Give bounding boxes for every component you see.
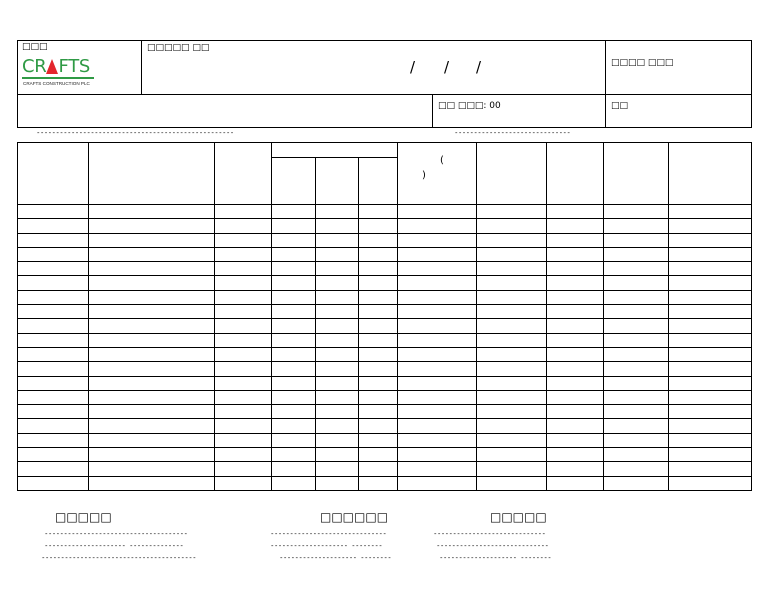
table-cell (604, 448, 669, 462)
logo-cell-label: □□□ (22, 42, 48, 52)
table-cell (398, 376, 477, 390)
table-cell (477, 205, 547, 219)
table-cell (89, 476, 215, 490)
table-cell (316, 476, 359, 490)
table-cell (89, 433, 215, 447)
table-row (18, 319, 752, 333)
table-cell (316, 419, 359, 433)
paren-close: ) (422, 170, 426, 181)
table-cell (215, 362, 272, 376)
table-cell (18, 305, 89, 319)
table-cell (547, 347, 604, 361)
table-cell (316, 205, 359, 219)
table-cell (359, 205, 398, 219)
table-header (18, 143, 752, 205)
table-cell (604, 290, 669, 304)
table-row (18, 405, 752, 419)
table-cell (398, 319, 477, 333)
column-header-8 (477, 143, 547, 205)
table-cell (89, 233, 215, 247)
table-cell (215, 347, 272, 361)
table-cell (272, 333, 316, 347)
table-cell (547, 376, 604, 390)
footer-3-line-1: ----------------------------- (434, 530, 547, 538)
column-subheader-1 (272, 158, 316, 205)
table-cell (398, 290, 477, 304)
table-cell (669, 205, 752, 219)
footer-1-line-3: ---------------------------------------- (42, 554, 198, 562)
table-cell (215, 433, 272, 447)
table-cell (272, 233, 316, 247)
table-cell (89, 462, 215, 476)
table-cell (316, 347, 359, 361)
table-row (18, 333, 752, 347)
table-cell (359, 247, 398, 261)
footer-3-line-3: -------------------- -------- (440, 554, 553, 562)
table-cell (18, 233, 89, 247)
table-cell (272, 433, 316, 447)
table-cell (18, 390, 89, 404)
table-cell (398, 347, 477, 361)
table-cell (547, 262, 604, 276)
table-cell (89, 376, 215, 390)
table-cell (89, 290, 215, 304)
table-cell (547, 219, 604, 233)
table-cell (18, 347, 89, 361)
footer-1-line-2: --------------------- -------------- (45, 542, 185, 550)
table-row (18, 433, 752, 447)
table-cell (316, 448, 359, 462)
table-cell (398, 419, 477, 433)
table-cell (604, 433, 669, 447)
table-cell (272, 347, 316, 361)
table-cell (398, 476, 477, 490)
logo-triangle-icon (46, 59, 58, 74)
table-row (18, 305, 752, 319)
dashed-rule-right: ------------------------------ (455, 129, 572, 137)
header-vline-right (605, 40, 606, 127)
table-cell (215, 390, 272, 404)
table-cell (272, 362, 316, 376)
table-cell (477, 362, 547, 376)
table-cell (547, 319, 604, 333)
table-cell (669, 347, 752, 361)
logo-tagline: CRAFTS CONSTRUCTION PLC (23, 81, 90, 86)
table-row (18, 276, 752, 290)
footer-2-line-1: ------------------------------ (271, 530, 388, 538)
table-cell (18, 433, 89, 447)
table-cell (316, 290, 359, 304)
table-cell (398, 390, 477, 404)
table-cell (398, 276, 477, 290)
table-cell (669, 233, 752, 247)
table-cell (272, 376, 316, 390)
table-cell (359, 476, 398, 490)
logo-underline (22, 77, 94, 79)
table-cell (477, 233, 547, 247)
header-box (17, 40, 752, 128)
footer-2-line-2: -------------------- -------- (271, 542, 384, 550)
table-cell (398, 462, 477, 476)
table-cell (669, 247, 752, 261)
table-row (18, 347, 752, 361)
table-cell (89, 448, 215, 462)
table-cell (89, 362, 215, 376)
table-cell (669, 362, 752, 376)
table-row (18, 462, 752, 476)
table-cell (215, 205, 272, 219)
table-cell (604, 305, 669, 319)
table-cell (359, 290, 398, 304)
table-cell (272, 276, 316, 290)
table-cell (316, 262, 359, 276)
table-cell (669, 219, 752, 233)
column-group-header (272, 143, 398, 158)
table-cell (316, 362, 359, 376)
table-row (18, 419, 752, 433)
table-cell (215, 219, 272, 233)
table-cell (398, 205, 477, 219)
table-cell (669, 333, 752, 347)
table-cell (547, 433, 604, 447)
table-cell (18, 462, 89, 476)
table-cell (89, 305, 215, 319)
table-cell (604, 205, 669, 219)
footer-2-line-3: -------------------- -------- (280, 554, 393, 562)
table-cell (272, 205, 316, 219)
footer-1-line-1: ------------------------------------- (45, 530, 189, 538)
table-cell (477, 433, 547, 447)
table-cell (316, 462, 359, 476)
header-divider (17, 94, 751, 95)
table-cell (669, 433, 752, 447)
table-cell (359, 219, 398, 233)
table-cell (89, 262, 215, 276)
dashed-rule-left: --------------------------------------------------- (37, 129, 235, 137)
table-cell (272, 405, 316, 419)
table-cell (89, 219, 215, 233)
table-cell (359, 376, 398, 390)
table-cell (477, 390, 547, 404)
table-cell (18, 376, 89, 390)
column-header-11 (669, 143, 752, 205)
table-cell (215, 333, 272, 347)
table-cell (604, 333, 669, 347)
table-cell (215, 462, 272, 476)
table-cell (215, 319, 272, 333)
table-cell (604, 262, 669, 276)
table-cell (89, 247, 215, 261)
table-cell (477, 247, 547, 261)
table-row (18, 262, 752, 276)
table-cell (477, 347, 547, 361)
footer-title-2: □□□□□□ (320, 510, 389, 524)
table-cell (316, 233, 359, 247)
table-cell (477, 276, 547, 290)
table-row (18, 376, 752, 390)
table-cell (18, 362, 89, 376)
table-cell (89, 390, 215, 404)
footer-3-line-2: ----------------------------- (437, 542, 550, 550)
table-cell (272, 448, 316, 462)
table-cell (18, 319, 89, 333)
table-cell (18, 448, 89, 462)
table-cell (272, 219, 316, 233)
table-row (18, 362, 752, 376)
table-cell (18, 419, 89, 433)
table-cell (272, 247, 316, 261)
table-cell (604, 319, 669, 333)
column-header-3 (215, 143, 272, 205)
table-row (18, 205, 752, 219)
table-cell (359, 433, 398, 447)
table-cell (547, 405, 604, 419)
table-cell (547, 205, 604, 219)
table-cell (18, 333, 89, 347)
table-cell (316, 333, 359, 347)
table-cell (215, 419, 272, 433)
table-cell (398, 262, 477, 276)
table-cell (272, 476, 316, 490)
column-header-2 (89, 143, 215, 205)
table-cell (316, 433, 359, 447)
table-cell (398, 448, 477, 462)
table-cell (359, 262, 398, 276)
table-cell (398, 247, 477, 261)
table-cell (18, 290, 89, 304)
table-cell (669, 476, 752, 490)
table-cell (215, 247, 272, 261)
table-cell (398, 333, 477, 347)
table-cell (669, 305, 752, 319)
header-vline-logo (141, 40, 142, 94)
table-row (18, 448, 752, 462)
table-cell (398, 219, 477, 233)
table-cell (359, 333, 398, 347)
table-cell (477, 462, 547, 476)
column-header-1 (18, 143, 89, 205)
table-cell (398, 362, 477, 376)
table-cell (604, 405, 669, 419)
table-cell (547, 476, 604, 490)
table-cell (669, 448, 752, 462)
table-row (18, 476, 752, 490)
table-cell (669, 319, 752, 333)
table-cell (669, 419, 752, 433)
table-cell (547, 290, 604, 304)
table-row (18, 390, 752, 404)
table-cell (89, 319, 215, 333)
right-label: □□□□ □□□ (611, 58, 674, 68)
table-cell (398, 305, 477, 319)
table-cell (215, 305, 272, 319)
table-cell (316, 390, 359, 404)
table-cell (547, 462, 604, 476)
table-cell (359, 305, 398, 319)
table-cell (272, 319, 316, 333)
table-cell (359, 448, 398, 462)
table-cell (669, 462, 752, 476)
table-cell (272, 462, 316, 476)
table-cell (669, 276, 752, 290)
footer-title-1: □□□□□ (55, 510, 112, 524)
table-cell (669, 290, 752, 304)
table-row (18, 247, 752, 261)
table-cell (18, 205, 89, 219)
table-cell (604, 247, 669, 261)
date-separator-3: / (476, 58, 482, 76)
table-cell (604, 390, 669, 404)
table-row (18, 290, 752, 304)
table-cell (89, 205, 215, 219)
table-cell (89, 333, 215, 347)
table-cell (359, 276, 398, 290)
column-header-7 (398, 143, 477, 205)
table-cell (316, 319, 359, 333)
table-cell (316, 376, 359, 390)
table-row (18, 233, 752, 247)
date-separator-1: / (410, 58, 416, 76)
table-cell (272, 290, 316, 304)
table-cell (547, 305, 604, 319)
table-cell (669, 376, 752, 390)
table-cell (215, 376, 272, 390)
table-cell (477, 262, 547, 276)
table-cell (477, 333, 547, 347)
table-cell (215, 262, 272, 276)
column-header-9 (547, 143, 604, 205)
table-cell (89, 419, 215, 433)
table-cell (477, 448, 547, 462)
table-cell (604, 419, 669, 433)
table-cell (272, 390, 316, 404)
table-cell (604, 476, 669, 490)
table-cell (359, 319, 398, 333)
table-cell (604, 233, 669, 247)
header-vline-number (432, 94, 433, 127)
table-cell (547, 448, 604, 462)
table-cell (669, 262, 752, 276)
table-cell (215, 448, 272, 462)
table-cell (316, 276, 359, 290)
table-cell (316, 405, 359, 419)
table-cell (359, 233, 398, 247)
table-cell (89, 347, 215, 361)
table-cell (669, 390, 752, 404)
table-cell (316, 219, 359, 233)
table-cell (547, 390, 604, 404)
table-body (18, 205, 752, 491)
table-cell (359, 462, 398, 476)
table-cell (477, 290, 547, 304)
table-cell (18, 476, 89, 490)
table-cell (477, 219, 547, 233)
table-cell (604, 462, 669, 476)
right-bottom-label: □□ (611, 101, 629, 111)
table-cell (359, 362, 398, 376)
table-cell (89, 276, 215, 290)
column-subheader-2 (316, 158, 359, 205)
table-cell (604, 362, 669, 376)
table-cell (477, 476, 547, 490)
table-cell (477, 419, 547, 433)
date-separator-2: / (444, 58, 450, 76)
number-label: □□ □□□: 00 (438, 101, 501, 111)
table-cell (604, 219, 669, 233)
main-table (17, 142, 752, 491)
column-subheader-3 (359, 158, 398, 205)
table-cell (272, 262, 316, 276)
table-cell (477, 376, 547, 390)
table-cell (477, 319, 547, 333)
table-cell (215, 290, 272, 304)
paren-open: ( (440, 155, 444, 166)
table-cell (477, 305, 547, 319)
table-cell (398, 433, 477, 447)
table-cell (18, 262, 89, 276)
table-cell (316, 305, 359, 319)
table-cell (669, 405, 752, 419)
table-cell (547, 362, 604, 376)
table-cell (215, 233, 272, 247)
table-row (18, 219, 752, 233)
table-cell (359, 390, 398, 404)
table-cell (547, 419, 604, 433)
table-cell (398, 405, 477, 419)
table-cell (547, 233, 604, 247)
footer-title-3: □□□□□ (490, 510, 547, 524)
table-cell (604, 276, 669, 290)
table-cell (272, 419, 316, 433)
table-cell (272, 305, 316, 319)
table-cell (359, 419, 398, 433)
table-cell (215, 405, 272, 419)
table-cell (604, 347, 669, 361)
column-header-10 (604, 143, 669, 205)
table-cell (18, 405, 89, 419)
table-cell (547, 247, 604, 261)
table-cell (547, 333, 604, 347)
table-cell (89, 405, 215, 419)
table-cell (477, 405, 547, 419)
table-cell (18, 219, 89, 233)
logo-wordmark-start: CR (22, 56, 47, 77)
table-cell (18, 276, 89, 290)
logo-wordmark (22, 56, 90, 76)
table-cell (18, 247, 89, 261)
title-label: □□□□□ □□ (147, 43, 210, 53)
logo-wordmark-end: FTS (58, 56, 91, 77)
company-logo (22, 56, 96, 90)
table-cell (359, 347, 398, 361)
table-cell (398, 233, 477, 247)
table-cell (316, 247, 359, 261)
table-cell (359, 405, 398, 419)
table-cell (547, 276, 604, 290)
table-cell (215, 476, 272, 490)
table-cell (215, 276, 272, 290)
table-cell (604, 376, 669, 390)
